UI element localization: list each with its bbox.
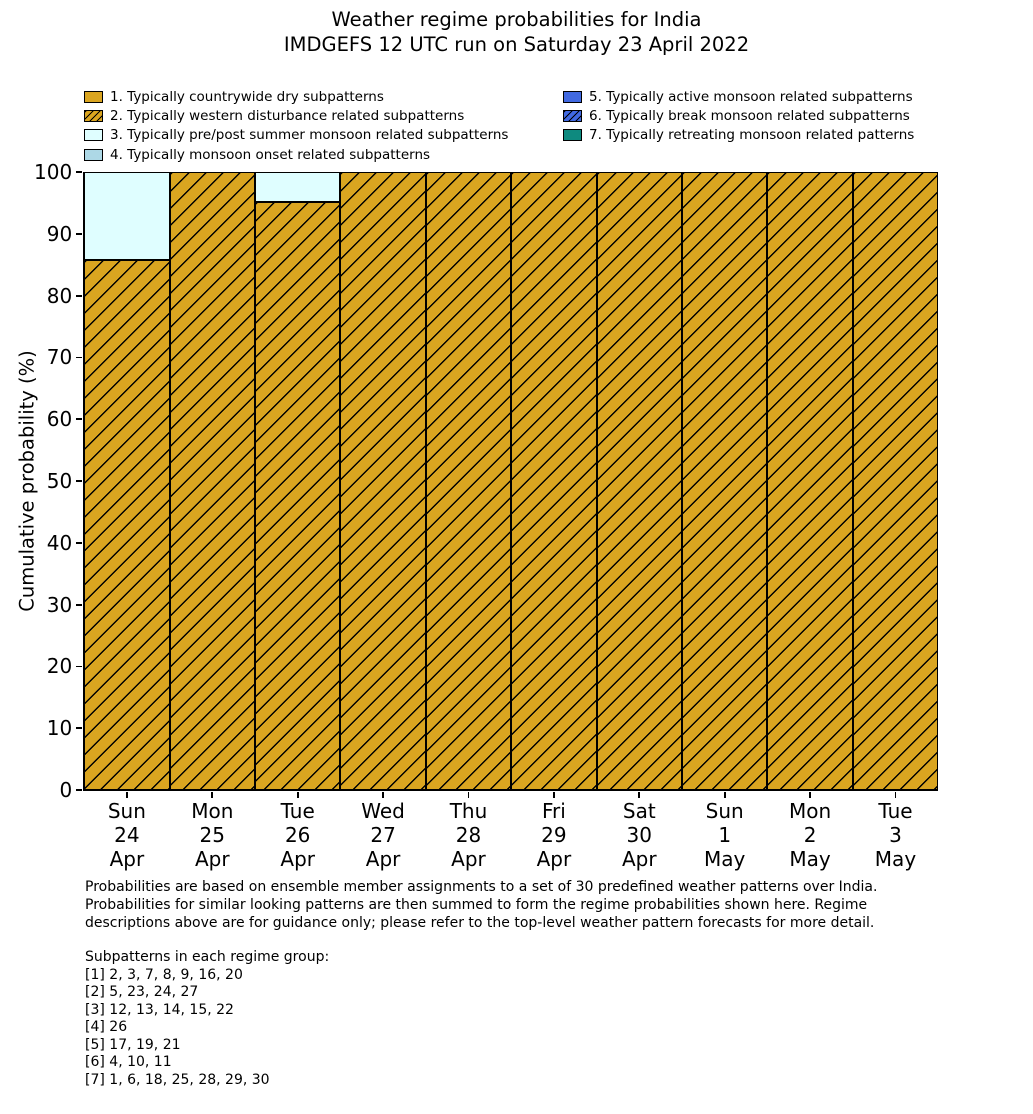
legend-swatch-icon bbox=[84, 149, 103, 161]
y-tick-mark bbox=[76, 727, 82, 729]
x-tick-mark bbox=[211, 792, 213, 798]
x-tick-label-line: Thu bbox=[449, 799, 488, 823]
bar-segment bbox=[682, 172, 767, 790]
chart-title bbox=[0, 7, 1033, 57]
bar-segment bbox=[597, 172, 682, 790]
legend-item-label: 6. Typically break monsoon related subpatterns bbox=[589, 107, 910, 124]
legend-item-label: 3. Typically pre/post summer monsoon related subpatterns bbox=[110, 127, 509, 144]
y-tick-mark bbox=[76, 666, 82, 668]
x-tick-label-line: Apr bbox=[109, 847, 145, 871]
legend-item bbox=[563, 126, 914, 145]
x-tick-label-line: 2 bbox=[803, 823, 817, 847]
bar-segment bbox=[84, 260, 169, 790]
legend-swatch-icon bbox=[84, 129, 103, 141]
legend-item bbox=[84, 126, 508, 145]
legend-swatch-icon bbox=[563, 110, 582, 122]
y-tick-label: 90 bbox=[46, 221, 73, 246]
y-tick-mark bbox=[76, 357, 82, 359]
footer-line: Probabilities are based on ensemble member assignments to a set of 30 predefined weather patterns over India. bbox=[85, 879, 878, 895]
footer-line: descriptions above are for guidance only; please refer to the top-level weather pattern forecasts for more detail. bbox=[85, 915, 875, 932]
x-tick-label bbox=[704, 799, 745, 871]
x-tick-label-line: Sat bbox=[622, 799, 656, 823]
y-tick-label: 0 bbox=[59, 778, 73, 802]
subpattern-group: [1] 2, 3, 7, 8, 9, 16, 20 bbox=[85, 966, 243, 983]
x-tick-label-line: Apr bbox=[621, 847, 657, 871]
legend-swatch-icon bbox=[84, 91, 103, 103]
x-tick-label-line: Sun bbox=[107, 799, 146, 823]
y-tick-label: 100 bbox=[34, 160, 73, 184]
x-tick-label-line: 30 bbox=[626, 823, 653, 847]
x-tick-mark bbox=[382, 792, 384, 798]
subpattern-group: [6] 4, 10, 11 bbox=[85, 1054, 172, 1070]
legend-item-label: 1. Typically countrywide dry subpatterns bbox=[110, 88, 384, 105]
x-tick-label-line: 27 bbox=[370, 823, 396, 847]
bar-segment bbox=[511, 172, 596, 790]
y-tick-label: 10 bbox=[46, 716, 73, 741]
x-tick-label-line: May bbox=[704, 847, 746, 871]
y-tick-mark bbox=[76, 295, 82, 297]
legend-column-left bbox=[84, 87, 508, 164]
x-tick-mark bbox=[553, 792, 555, 798]
bar bbox=[597, 172, 682, 790]
x-tick-label-line: Apr bbox=[194, 847, 230, 871]
legend-item bbox=[84, 145, 508, 164]
y-tick-label: 80 bbox=[46, 283, 73, 308]
chart-title-line1: Weather regime probabilities for India bbox=[331, 8, 702, 31]
x-tick-label bbox=[537, 799, 572, 871]
x-tick-label-line: Apr bbox=[280, 847, 315, 871]
bar bbox=[511, 172, 596, 790]
x-tick-label-line: 24 bbox=[114, 823, 140, 847]
bar bbox=[340, 172, 425, 790]
x-tick-label-line: 1 bbox=[718, 823, 732, 847]
y-tick-mark bbox=[76, 171, 82, 173]
x-tick-label bbox=[191, 799, 233, 871]
bar-segment bbox=[255, 172, 340, 202]
legend-swatch-icon bbox=[563, 129, 582, 141]
y-tick-label: 50 bbox=[46, 469, 73, 493]
subpattern-group: [3] 12, 13, 14, 15, 22 bbox=[85, 1001, 234, 1018]
x-tick-label bbox=[108, 799, 146, 871]
x-tick-label-line: Sun bbox=[705, 799, 744, 823]
x-tick-mark bbox=[809, 792, 811, 798]
x-tick-label-line: Fri bbox=[541, 799, 566, 823]
x-tick-label-line: May bbox=[874, 847, 917, 871]
x-tick-label bbox=[875, 799, 916, 871]
x-tick-label-line: Wed bbox=[361, 799, 405, 823]
bar bbox=[853, 172, 938, 790]
x-tick-label-line: Apr bbox=[451, 847, 486, 871]
x-tick-mark bbox=[895, 792, 897, 798]
x-tick-label-line: Mon bbox=[191, 799, 234, 823]
legend-item bbox=[84, 106, 508, 125]
y-tick-mark bbox=[76, 542, 82, 544]
chart-title-line2: IMDGEFS 12 UTC run on Saturday 23 April 2022 bbox=[283, 33, 750, 56]
y-tick-label: 20 bbox=[46, 654, 73, 679]
subpatterns-list bbox=[85, 949, 329, 1089]
y-tick-label: 40 bbox=[46, 530, 73, 555]
x-tick-mark bbox=[724, 792, 726, 798]
x-tick-label-line: May bbox=[789, 847, 831, 871]
legend-item bbox=[563, 87, 914, 106]
x-tick-label bbox=[361, 799, 405, 871]
x-tick-mark bbox=[468, 792, 470, 798]
bar-segment bbox=[853, 172, 938, 790]
x-tick-label-line: Tue bbox=[878, 799, 913, 823]
x-tick-mark bbox=[297, 792, 299, 798]
bar bbox=[255, 172, 340, 790]
bar bbox=[767, 172, 852, 790]
legend-item-label: 2. Typically western disturbance related subpatterns bbox=[110, 107, 465, 124]
bar-segment bbox=[340, 172, 425, 790]
subpattern-group: [2] 5, 23, 24, 27 bbox=[85, 984, 199, 1000]
plot-area bbox=[34, 160, 938, 871]
x-tick-label-line: Apr bbox=[536, 847, 572, 871]
x-tick-label-line: Tue bbox=[280, 799, 315, 823]
legend-swatch-icon bbox=[563, 91, 582, 103]
x-tick-label-line: Apr bbox=[365, 847, 401, 871]
x-tick-label bbox=[450, 799, 488, 871]
legend-item-label: 5. Typically active monsoon related subpatterns bbox=[589, 88, 913, 105]
subpattern-group: [4] 26 bbox=[85, 1019, 128, 1035]
bar bbox=[84, 172, 169, 790]
bar-segment bbox=[170, 172, 255, 790]
legend-item-label: 7. Typically retreating monsoon related patterns bbox=[589, 127, 915, 144]
y-tick-mark bbox=[76, 233, 82, 235]
x-tick-label-line: 29 bbox=[541, 823, 567, 847]
bar bbox=[682, 172, 767, 790]
subpatterns-heading: Subpatterns in each regime group: bbox=[85, 949, 330, 965]
x-tick-label bbox=[622, 799, 657, 871]
legend-item bbox=[84, 87, 508, 106]
x-tick-mark bbox=[638, 792, 640, 798]
x-tick-label-line: 3 bbox=[889, 823, 902, 847]
bar-segment bbox=[84, 172, 169, 260]
x-tick-mark bbox=[126, 792, 128, 798]
bar-segment bbox=[767, 172, 852, 790]
legend-item-label: 4. Typically monsoon onset related subpatterns bbox=[110, 146, 431, 163]
footer-note bbox=[85, 878, 877, 933]
y-tick-label: 30 bbox=[46, 592, 73, 617]
legend-swatch-icon bbox=[84, 110, 103, 122]
y-tick-mark bbox=[76, 604, 82, 606]
y-tick-mark bbox=[76, 418, 82, 420]
y-tick-label: 70 bbox=[46, 345, 73, 370]
bar bbox=[170, 172, 255, 790]
legend-column-right bbox=[563, 87, 914, 145]
footer-line: Probabilities for similar looking patterns are then summed to form the regime probabilities shown here. Regime bbox=[85, 897, 868, 914]
y-tick-label: 60 bbox=[46, 407, 73, 432]
y-axis-title: Cumulative probability (%) bbox=[15, 350, 39, 612]
y-tick-mark bbox=[76, 789, 82, 791]
x-tick-label-line: 28 bbox=[455, 823, 482, 847]
bar-segment bbox=[255, 202, 340, 790]
x-tick-label-line: Mon bbox=[788, 799, 832, 823]
legend-item bbox=[563, 106, 914, 125]
x-tick-label bbox=[280, 799, 315, 871]
x-tick-label bbox=[789, 799, 831, 871]
x-tick-label-line: 26 bbox=[284, 823, 311, 847]
bar bbox=[426, 172, 511, 790]
x-tick-label-line: 25 bbox=[199, 823, 226, 847]
subpattern-group: [7] 1, 6, 18, 25, 28, 29, 30 bbox=[85, 1071, 270, 1088]
bar-segment bbox=[426, 172, 511, 790]
y-tick-mark bbox=[76, 480, 82, 482]
subpattern-group: [5] 17, 19, 21 bbox=[85, 1036, 181, 1053]
